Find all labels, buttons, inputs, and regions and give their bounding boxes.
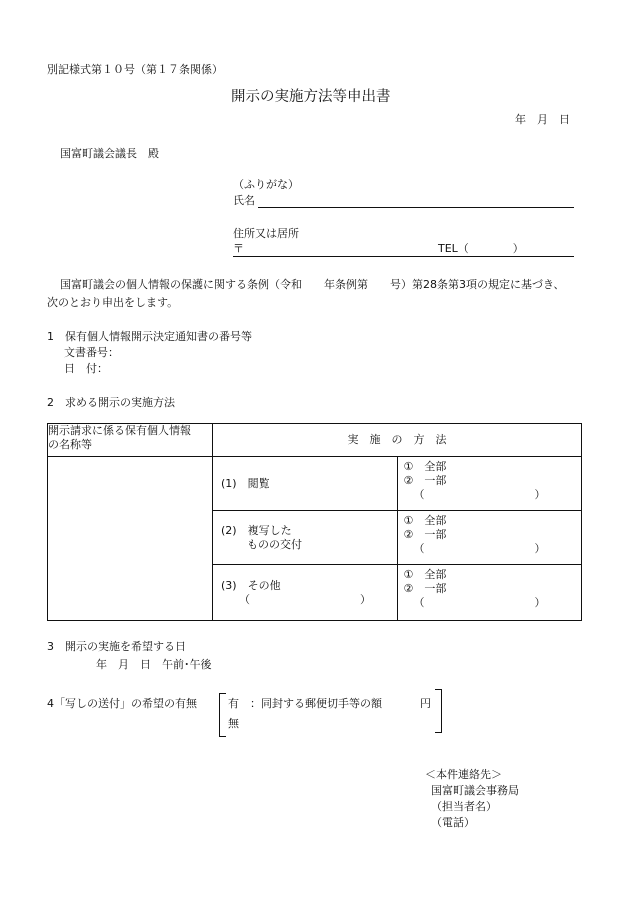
doc-number-label: 文書番号： [64,346,119,359]
intro-line1: 国富町議会の個人情報の保護に関する条例（令和 年条例第 号）第28条第3項の規定に基づき、 [60,278,565,291]
section1-date-label: 日 付： [64,362,108,375]
info-name-cell[interactable] [48,457,213,621]
option-partial[interactable]: ② 一部 [403,474,447,487]
option-no[interactable]: 無 [228,717,239,730]
form-number: 別記様式第１０号（第１７条関係） [47,63,223,76]
postal-mark: 〒 [233,242,244,255]
contact-header: ＜本件連絡先＞ [425,768,502,781]
form-title: 開示の実施方法等申出書 [231,89,391,105]
method-copy: (2) 複写した ものの交付 [213,511,398,565]
tel-label: TEL（ ） [438,242,524,255]
method-other: (3) その他 （ ） [213,565,398,621]
option-yes[interactable]: 有 ：同封する郵便切手等の額 [228,697,382,710]
option-partial[interactable]: ② 一部 [403,528,447,541]
table-header-name: 開示請求に係る保有個人情報 の名称等 [48,424,213,457]
option-detail: （ ） [413,596,546,609]
date-line: 年 月 日 [515,113,570,126]
name-label: 氏名 [233,194,255,207]
option-all[interactable]: ① 全部 [403,568,447,581]
options-copy[interactable] [397,511,582,565]
yen-label: 円 [420,697,431,710]
bracket-right [435,689,442,733]
section4-heading: 4「写しの送付」の希望の有無 [47,697,197,710]
option-detail: （ ） [413,488,546,501]
options-view[interactable] [397,457,582,511]
contact-office: 国富町議会事務局 [431,784,519,797]
name-underline[interactable] [258,207,574,208]
option-all[interactable]: ① 全部 [403,514,447,527]
option-partial[interactable]: ② 一部 [403,582,447,595]
furigana-label: （ふりがな） [233,178,299,191]
section3-date-line: 年 月 日 午前･午後 [96,658,212,671]
addressee: 国富町議会議長 殿 [60,147,159,160]
address-label: 住所又は居所 [233,227,299,240]
option-detail: （ ） [413,542,546,555]
option-all[interactable]: ① 全部 [403,460,447,473]
method-view: (1) 閲覧 [213,457,398,511]
disclosure-method-table [47,423,582,621]
contact-phone: （電話） [431,816,475,829]
section1-heading: 1 保有個人情報開示決定通知書の番号等 [47,330,252,343]
intro-line2: 次のとおり申出をします。 [47,296,179,309]
section2-heading: 2 求める開示の実施方法 [47,396,175,409]
contact-person: （担当者名） [431,800,497,813]
address-underline[interactable] [233,256,574,257]
options-other[interactable] [397,565,582,621]
bracket-left [219,693,226,737]
table-header-method: 実 施 の 方 法 [213,424,582,457]
section3-heading: 3 開示の実施を希望する日 [47,640,186,653]
